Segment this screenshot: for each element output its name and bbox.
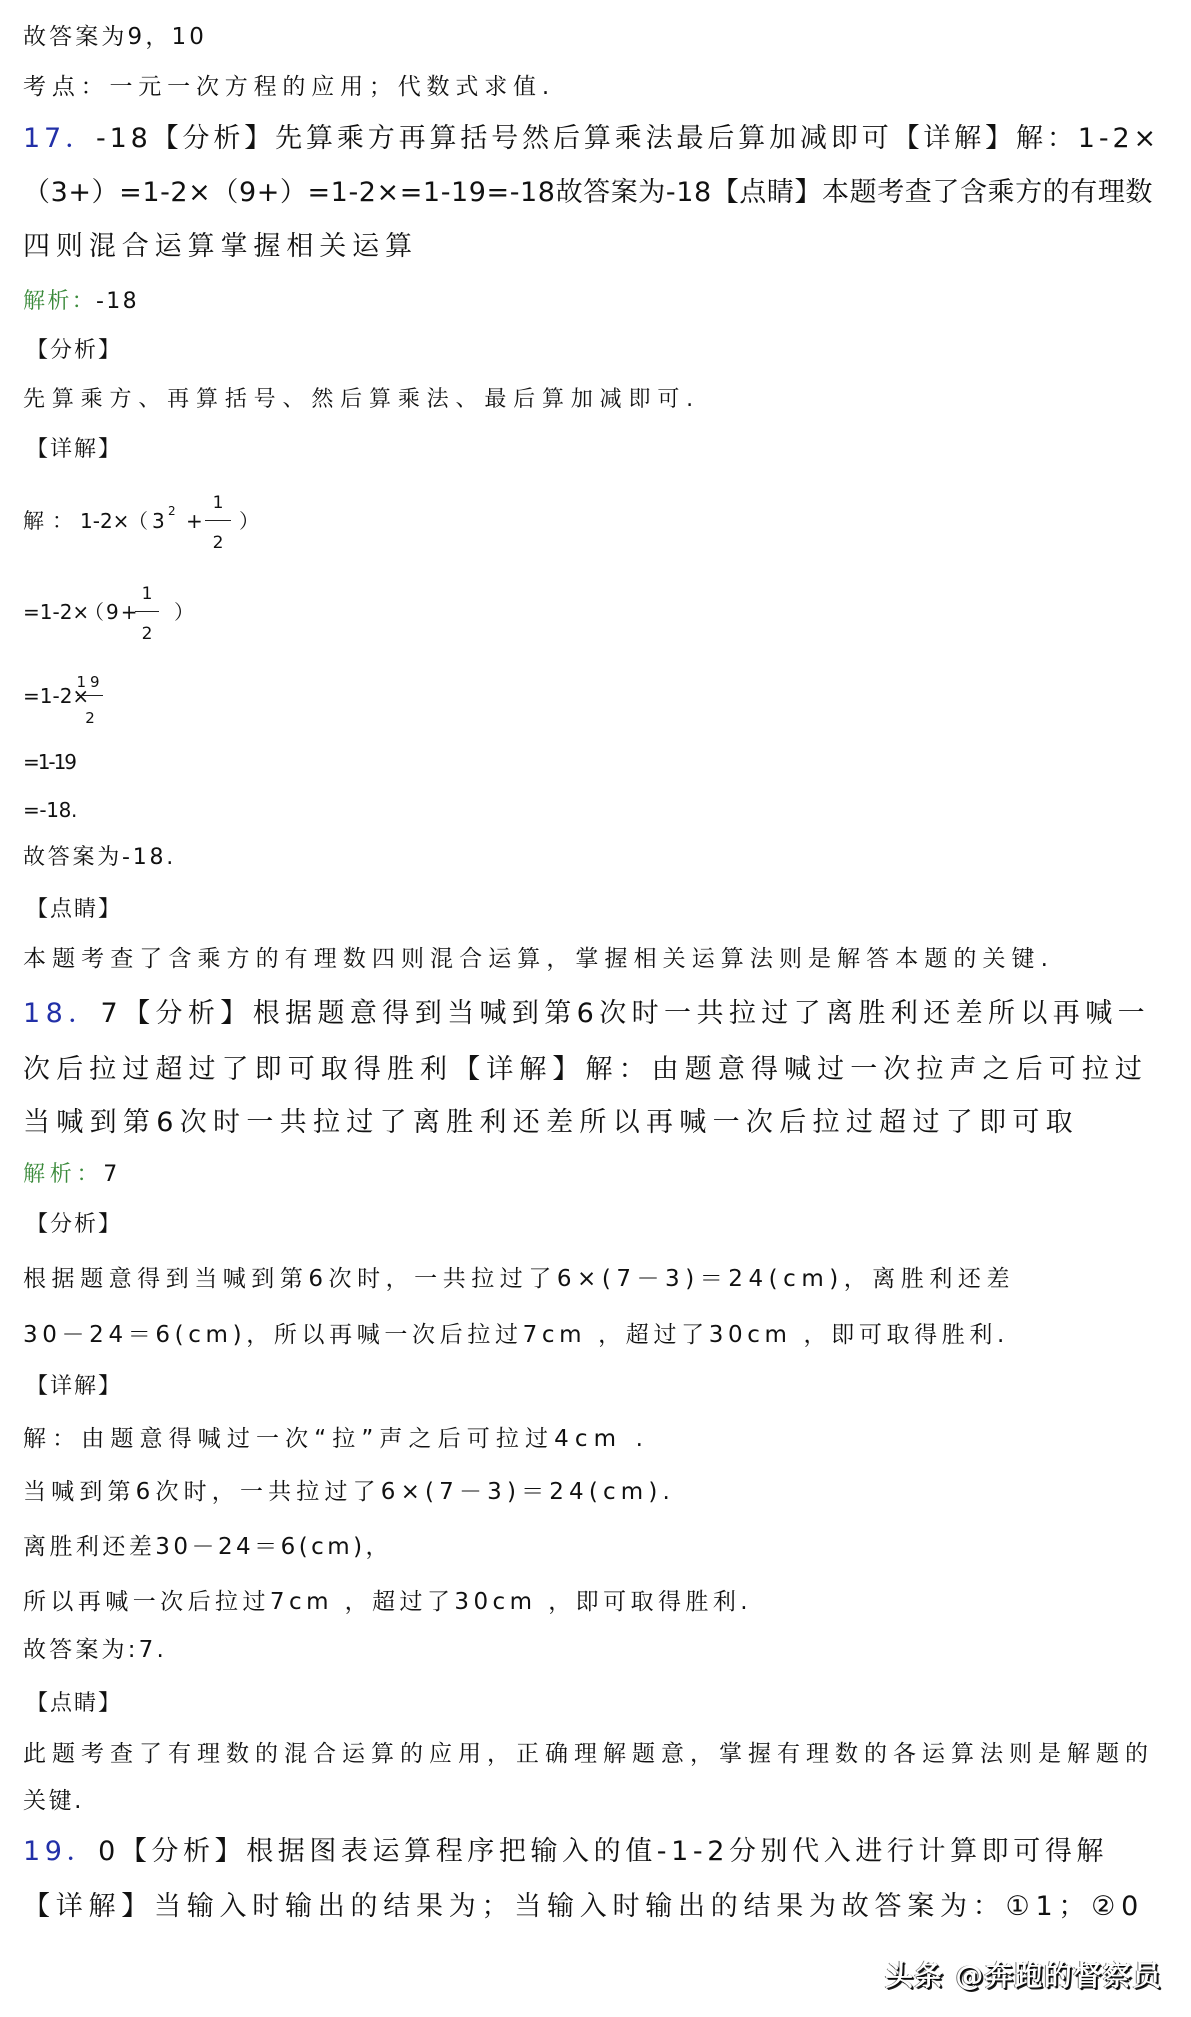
q17-step-5: =-18. — [23, 798, 78, 822]
step-open-paren: （9+ — [84, 600, 140, 624]
q17-step-2 — [0, 584, 420, 644]
step-close-paren: ） — [239, 509, 259, 533]
fraction-bar — [77, 695, 103, 696]
q16-kaodian-line: 考点：一元一次方程的应用；代数式求值. — [23, 74, 555, 100]
q18-fenxi-line-1: 根据题意得到当喊到第6次时，一共拉过了6×(7－3)＝24(cm)，离胜利还差 — [23, 1266, 1015, 1292]
step-expression: =1-2× — [23, 600, 90, 624]
fraction-numerator: 1 — [141, 584, 153, 604]
q17-summary-line-1 — [23, 119, 1160, 159]
jiexi-label: 解析： — [23, 289, 97, 314]
q18-xiangjie-line-1: 解：由题意得喊过一次“拉”声之后可拉过4cm . — [23, 1426, 649, 1452]
q17-xiangjie-heading: 【详解】 — [26, 437, 122, 462]
q18-summary-line-1 — [23, 994, 1150, 1034]
step-open-paren: （3 — [128, 509, 169, 533]
question-number: 17． — [23, 123, 96, 154]
step-exponent: 2 — [168, 504, 176, 518]
q18-summary-line-2: 次后拉过超过了即可取得胜利【详解】解：由题意得喊过一次拉声之后可拉过 — [23, 1054, 1148, 1085]
q19-summary-line-2: 【详解】当输入时输出的结果为；当输入时输出的结果为故答案为：①1；②0 — [23, 1891, 1144, 1922]
watermark: 头条 @奔跑的督察员 — [885, 1959, 1162, 1992]
q19-summary-line-1 — [23, 1832, 1108, 1872]
q17-dianjing-heading: 【点睛】 — [26, 897, 122, 922]
fraction-denominator: 2 — [141, 624, 153, 644]
q18-dianjing-heading: 【点睛】 — [26, 1691, 122, 1716]
q17-summary-line-3: 四则混合运算掌握相关运算 — [23, 231, 418, 262]
fraction-numerator: 1 — [212, 493, 224, 513]
q18-jiexi-line — [23, 1155, 122, 1195]
question-number: 18． — [23, 998, 101, 1029]
q18-fenxi-heading: 【分析】 — [26, 1212, 122, 1237]
q18-xiangjie-line-4: 所以再喊一次后拉过7cm ，超过了30cm ，即可取得胜利. — [23, 1589, 752, 1615]
fraction-bar — [205, 520, 231, 521]
q18-xiangjie-heading: 【详解】 — [26, 1374, 122, 1399]
summary-text: 7【分析】根据题意得到当喊到第6次时一共拉过了离胜利还差所以再喊一 — [100, 998, 1150, 1029]
q17-summary-line-2: （3+）=1-2×（9+）=1-2×=1-19=-18故答案为-18【点睛】本题考查了含乘方的有理数 — [23, 177, 1153, 208]
summary-text: -18【分析】先算乘方再算括号然后算乘法最后算加减即可【详解】解：1-2× — [95, 123, 1160, 154]
jiexi-value: 7 — [103, 1162, 122, 1187]
q18-summary-line-3: 当喊到第6次时一共拉过了离胜利还差所以再喊一次后拉过超过了即可取 — [23, 1107, 1079, 1138]
fraction-denominator: 2 — [212, 533, 224, 553]
q17-step-3 — [0, 673, 420, 727]
step-close-paren: ） — [174, 600, 194, 624]
q18-xiangjie-line-3: 离胜利还差30－24＝6(cm)， — [23, 1534, 392, 1560]
fraction-bar — [135, 611, 159, 612]
step-operator: + — [186, 509, 203, 533]
jiexi-value: -18 — [96, 289, 139, 314]
q17-step-1 — [0, 493, 420, 553]
q17-answer-line: 故答案为-18. — [23, 845, 176, 870]
q17-fenxi-text: 先算乘方、再算括号、然后算乘法、最后算加减即可. — [23, 387, 700, 412]
q18-xiangjie-line-2: 当喊到第6次时，一共拉过了6×(7－3)＝24(cm). — [23, 1479, 675, 1505]
q17-jiexi-line — [23, 282, 139, 322]
q18-answer-line: 故答案为:7. — [23, 1637, 167, 1663]
q18-fenxi-line-2: 30－24＝6(cm)，所以再喊一次后拉过7cm ，超过了30cm ，即可取得胜利. — [23, 1322, 1009, 1348]
fraction-denominator: 2 — [85, 709, 95, 727]
q17-fenxi-heading: 【分析】 — [26, 338, 122, 363]
fraction-numerator: 19 — [76, 673, 104, 691]
step-lead: 解： — [23, 509, 81, 533]
q18-dianjing-line-1: 此题考查了有理数的混合运算的应用，正确理解题意，掌握有理数的各运算法则是解题的 — [23, 1741, 1154, 1767]
step-expression: 1-2× — [80, 509, 130, 533]
q16-answer-line: 故答案为9，10 — [23, 24, 207, 50]
q17-dianjing-text: 本题考查了含乘方的有理数四则混合运算，掌握相关运算法则是解答本题的关键. — [23, 946, 1054, 972]
q17-step-4: =1-19 — [23, 750, 75, 774]
step-expression: =1-2× — [23, 684, 90, 708]
question-number: 19． — [23, 1836, 99, 1867]
jiexi-label: 解析： — [23, 1162, 104, 1187]
q18-dianjing-line-2: 关键. — [23, 1788, 84, 1814]
summary-text: 0【分析】根据图表运算程序把输入的值-1-2分别代入进行计算即可得解 — [98, 1836, 1108, 1867]
